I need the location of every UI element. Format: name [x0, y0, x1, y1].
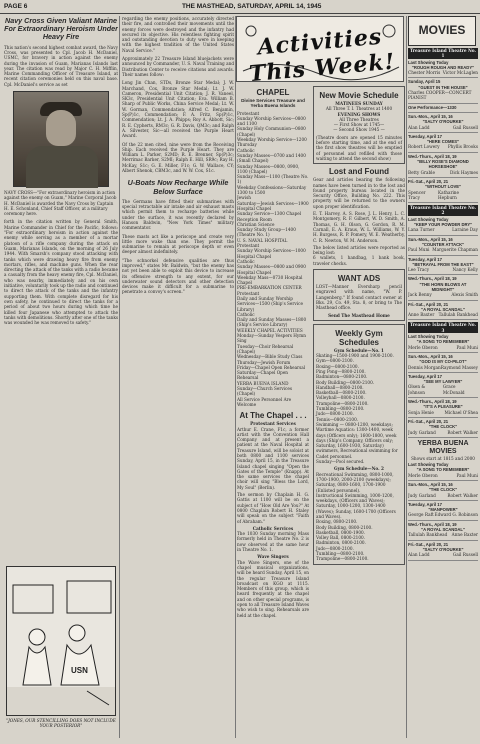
want-ad-text: LOST—Manner Eversharp pencil engraved with name, "W. P. Langenberg." If found contact owner at Bks. 29, Co. 49, Sta. 8, or bring to The Masthead office. [316, 284, 402, 311]
article-paragraph: Of the 22 men cited, nine were from the Receiving Ship. Each received the Purple Heart. They are William L. Parker, S2MD; R. E. Brenner, Sp(P)3c; Merrimac Barker, S2MI; Ralph E. Hill, SR9c; Ray H. McKay, S1c; G. E. Miller, F1c; G. W. Wallace, CY; Albert Shenok, CBM3c, and W. W. Cox, S1c. [122, 141, 234, 174]
movie-star: George Raft [408, 512, 434, 518]
movie-entry [408, 133, 478, 153]
movie-entry [408, 78, 478, 103]
schedule-item: Weekday Confessions—Saturday 1300 to 1500 [237, 184, 307, 196]
movie-star: Paul Muni [456, 344, 478, 350]
photo-body-shape [26, 146, 98, 188]
movie-star: Lana Turner [408, 227, 435, 233]
column-schedules [313, 86, 405, 738]
schedule-item: Tuesday—Choir Rehearsal (Chapel) [237, 343, 294, 354]
activities-title: Activities This Week! [247, 23, 397, 88]
movie-star: Alan Ladd [408, 124, 430, 130]
movie-star: Michael O'Shea [444, 409, 478, 415]
movie-star: Anne Baxter [451, 532, 478, 538]
schedule-item: Saturday—Jewish Services—1900 Hospital Chapel [237, 200, 309, 211]
movie-entry [408, 501, 478, 521]
movie-schedule-title: New Movie Schedule [319, 91, 399, 100]
movie-star: Alan Ladd [408, 552, 430, 558]
movie-star: Anne Baxter [408, 312, 435, 318]
theatre-heading: Treasure Island Theatre No. 3 [408, 322, 478, 333]
schedule-item: Sunday Study Group—1400 (Theatre No. 1) [237, 227, 296, 238]
gym-subtitle: Gym Schedule—No. 1 [334, 347, 384, 353]
schedule-item: Protestant [237, 290, 260, 296]
marine-photo [13, 91, 109, 187]
article-paragraph: 6 wallets, 1 handbag, 1 bank book, traveler checks. [313, 255, 405, 266]
schedule-item: Sunday Masses—0700 and 1400 (Small Chapel) [237, 152, 306, 164]
schedule-item: Tennis—0800-2100. [316, 416, 359, 422]
page-number: PAGE 6 [4, 3, 28, 10]
schedule-line: All Three T. I. Theatres at 1400 [325, 106, 393, 112]
movie-entry [408, 373, 478, 398]
article-paragraph: These masts act like a periscope and create very little more wake than one. They permit the submarine to remain at periscope depth or even deeper almost indefinitely. [122, 233, 234, 255]
movie-star: Merle Oberon [408, 472, 438, 478]
schedule-item: Body Building, 0800-2100. [316, 524, 373, 530]
article-paragraph: regarding the enemy positions, accurately directed their fire, and controlled their movements until the enemy forces were destroyed and the infantry had secured its objective. His relentless fighting spirit and outstanding devotion to duty were in keeping with the highest tradition of the United States Naval Service." [122, 16, 234, 53]
schedule-item: Basketball—0800-2100. [316, 390, 367, 396]
movie-date: Fri.-Sat., April 20, 21 [408, 541, 449, 547]
article-paragraph: E. T. Harvey, A. S. Rose, J. L. Henry, L. C. Montgomery, R. F. Gilbert, W. D. Smith, A. Thomas, G. H. Olson, G. Gordon, R. M. Carnall, E. A. Kraus, W. L. Williams, W. Y. H. Burgess, R. P. Pomery, W. E. Weatherby, C. R. Newton, W. M. Anderson. [313, 211, 405, 243]
schedule-item: Tumbling—0800-2100. [316, 406, 365, 412]
page-header [0, 0, 480, 14]
schedule-item: Body Building—0800-2100. [316, 379, 375, 385]
schedule-item: Sunday—Pool secured. [316, 459, 365, 465]
schedule-item: Protestant [237, 243, 260, 249]
movie-title: "BILLY ROSE'S DIAMOND HORSESHOE" [417, 159, 469, 170]
chapel-title: CHAPEL [256, 88, 290, 97]
article-paragraph: The sermon by Chaplain H. G. Gattis at 1100 will be on the subject of "How Old Are You?" At 0800 Chaplain Robert H. Staley will speak on the subject "Faith of Abraham." [237, 492, 309, 524]
movie-title: "THE HORN BLOWS AT MIDNIGHT" [419, 281, 467, 292]
movie-date: Sun.-Mon., April 15, 16 [408, 482, 453, 487]
schedule-item: Volley Ball, 0800-2100. [316, 535, 365, 541]
movie-title: "ROUGH ROUGH AND READY" [411, 64, 475, 70]
schedule-item: Sunday Worship Services—0800 and 1100 [237, 115, 306, 127]
schedule-item: Sunday Worship Services—1000 Hospital Chapel [237, 248, 306, 259]
movie-star: Sonja Henie [408, 409, 434, 415]
schedule-item: Wednesday—Bible Study Class [237, 354, 303, 360]
schedule-item: Weekday Worship Service—1200 Thursday [237, 137, 307, 148]
schedule-item: Catholic [237, 147, 255, 153]
movie-star: Marguerite Chapman [432, 247, 478, 253]
schedule-item: Daily and Sunday Worship Services—1500 (Ship's Service Library) [237, 295, 303, 312]
schedule-item: Trampoline—0800-2100. [316, 556, 369, 562]
movie-title: "HERE COMES" [426, 139, 460, 145]
movie-date: Last Showing Today [408, 462, 449, 468]
schedule-item: Thursday—Jewish Forum [237, 359, 291, 365]
gym-schedule-1 [316, 353, 402, 464]
theatre-heading: Treasure Island Theatre No. 1 [408, 48, 478, 59]
movie-entry [408, 333, 478, 353]
movies-logo: MOVIES [408, 16, 476, 46]
movie-title: "A SONG TO REMEMBER" [416, 339, 470, 345]
movie-star: Robert Walker [447, 429, 478, 435]
schedule-line: — Second Show 1945 — [333, 127, 385, 133]
movie-title: "SEE MY LAWYER" [423, 379, 463, 385]
schedule-item: Weekday Mass—0730 Hospital Chapel [237, 274, 303, 286]
schedule-item: Sunday—Church Services (Chapel) [237, 386, 292, 397]
schedule-note: (Theatre doors are opened 15 minutes before starting time, and at the end of the first show theatres will be emptied of personnel and refilled with those waiting to attend the second show) [316, 134, 402, 161]
movie-entry [408, 104, 478, 113]
article-paragraph: Long Jin Chan, STDs, Bronze Star Medal; J. W. Marchand, Cox, Bronze Star Medal; Lt. J. W. Cameron, Presidential Unit Citation; J. R. Vaneel, SK3c, Presidential Unit Citation; Eva. William B. Sharp of Public Works, China Service Medal; Lt. W. W. Gorman, Commendation; Alfred C. Benjamin, Sp(P)1c, Commendation; F. A. Fritz, Sp(P)1c, Commendation; Lt. J. A. Phipps; Roy A. Abbott, Sic; R. E. Cypherts, RM3c; G. R. Davis, QM3c; and Ralph A. Silvester, Sic—all received the Purple Heart Award. [122, 80, 234, 139]
movie-date: Sun.-Mon., April 15, 16 [408, 113, 453, 119]
movie-star: Grace McDonald [442, 384, 465, 395]
schedule-item: Sunday Masses—0800 and 0900 Hospital Chapel [237, 264, 306, 275]
yerba-buena-listings [408, 461, 478, 560]
schedule-line: MATINEES SUNDAY [335, 101, 383, 106]
chapel-schedule [237, 111, 309, 408]
photo-caption: NAVY CROSS—"For extraordinary heroism in action against the enemy on Guam," Marine Corporal Jacob H. McDaniel is awarded the Navy Cross by Captain H. E. Schonland, Chief Staff Officer, at a military ceremony here. [4, 189, 117, 217]
schedule-item: PRE-EMBARKATION CENTER [237, 285, 302, 291]
schedule-item: Sunday Mass—1100 (Theatre No. 1) [237, 174, 309, 185]
schedule-item: Protestant [237, 110, 260, 116]
gym-schedule-box [313, 324, 405, 565]
schedule-item: Recreational Swimming, 0800-1000, 1700-1900, 2000-2100 (weekdays); Saturday, 0800-1600, 1700-1900 (Enlisted personnel). [316, 471, 394, 493]
movie-star: Betty Grable [408, 169, 435, 175]
cartoon-drawing [7, 567, 116, 716]
movie-star: Jack Benny [408, 292, 432, 298]
schedule-item: Gym—0800-2100. [316, 358, 354, 364]
movie-star: Alexis Smith [451, 292, 478, 298]
movie-star: Olsen & Johnson [408, 384, 426, 395]
article-paragraph: The Wave Singers, one of the chapel musical organizations, will be heard Sunday, April 15, on the regular Treasure Island broadcast on KGO at 1115. Members of this group, which is heard frequently at the chapel and on other special programs, is open to all Treasure Island Waves who wish to sing. Rehearsals are held at the chapel. [237, 559, 309, 618]
movie-entry [408, 521, 478, 541]
movie-star: Raymond Massey [440, 364, 478, 370]
movie-title: "A SONG TO REMEMBER" [416, 467, 470, 473]
movie-date: Sun.-Mon., April 15, 16 [408, 236, 453, 242]
movie-title: "A ROYAL SCANDAL" [421, 527, 465, 533]
movie-entry [408, 275, 478, 300]
movie-title: "THE CLOCK" [428, 487, 458, 493]
movie-star: Robert Lowery [408, 144, 440, 150]
schedule-item: Volleyball—0800-2100. [316, 395, 365, 401]
movie-title: "IT'S A PLEASURE" [423, 404, 463, 410]
schedule-item: Trampoline—0800-2100. [316, 400, 369, 406]
movie-date: Tuesday, April 17 [408, 373, 442, 379]
schedule-item: All Service Personnel Are Welcome [237, 396, 292, 407]
movie-star: Katharine Hepburn [437, 189, 459, 200]
movie-entry [408, 481, 478, 501]
schedule-item: Friday—Chapel Open Rehearsal [237, 364, 306, 370]
movie-star: Lee Tracy [408, 267, 430, 273]
movie-date: Last Showing Today [408, 334, 449, 340]
article-paragraph: The below listed articles were reported as being lost: [313, 244, 405, 256]
schedule-item: Handball—0800-2100. [316, 384, 364, 390]
article-paragraph: Arthur E. Crane, F1c, a former artist with the Convention Hall Company and at present a patient at the Naval Hospital at Treasure Island, will be soloist at both 0800 and 1100 services Sunday, April 15, in the Treasure Island chapel singing "Open the Gates of the Temple" (Knapp). At the same services the chapel choir will sing "Bless the Lord, My Soul" (Berlin). [237, 426, 309, 490]
schedule-item: Instructional Swimming, 1000-1200, weekdays, (Officers and Waves); Saturday, 1000-1200, 1300-1400 (Waves); Sunday, 1600-1700 (Officers and Waves). [316, 492, 396, 519]
schedule-item: Ping Pong—0800-2100. [316, 368, 366, 374]
movie-entry [408, 398, 478, 418]
schedule-line: All Three Theatres [339, 116, 379, 122]
movie-title: "MANPOWER" [428, 507, 458, 513]
schedule-item: Skating—1500-1900 and 1900-2100. [316, 353, 394, 359]
movie-star: Phyllis Brooks [447, 144, 478, 150]
movie-date: Sunday, April 15 [408, 79, 441, 85]
cartoon-illustration [6, 566, 116, 716]
article-paragraph: The Germans have fitted their submarines with special retractable air intake and air exhaust masts which permit them to recharge batteries while under the surface, it was recently declared by Hanson Baldwin, "New York Times" military commentator. [122, 198, 234, 231]
schedule-item: Swimming — 0800-1200, weekdays; Wartime Aquatics: 1300-1400, week days (Officers only); 1600-1800, week days (Ship's Company, Officers only; Saturday, 1600-1930, Saturday) swimmers, Recreational swimming for Cadet personnel. [316, 421, 398, 459]
schedule-item: Christian Science [237, 221, 275, 227]
section-label: Catholic Services [252, 525, 294, 531]
movie-title: "SALTY O'ROURKE" [422, 119, 464, 125]
movie-date: One Performance—1330 [408, 104, 457, 110]
movie-star: Merle Oberon [408, 344, 438, 350]
gym-title: Weekly Gym Schedules [335, 328, 383, 347]
schedule-item: Judo—0800-2100. [316, 411, 354, 417]
movie-schedule-box [313, 86, 405, 164]
movie-entry [408, 301, 478, 321]
movie-title: "WITHOUT LOVE" [424, 184, 462, 190]
want-ads-title: WANT ADS [337, 274, 381, 284]
movie-star: Chester Morris [408, 70, 441, 76]
schedule-line: — First Show at 1745— [333, 122, 385, 128]
theatre-heading: Treasure Island Theatre No. 2 [408, 205, 478, 216]
movie-star: Charles COOPER—CONCERT PIANIST [408, 90, 472, 101]
yerba-buena-showtimes: Shows start at 1815 and 2000 [411, 455, 475, 461]
movie-star: Dennis Morgan [408, 364, 441, 370]
masthead-date: THE MASTHEAD, SATURDAY, APRIL 14, 1945 [181, 3, 322, 10]
column-rule [119, 16, 120, 738]
movie-date: Tuesday, April 17 [408, 133, 442, 139]
schedule-item: Judo—0800-2100. [316, 545, 354, 551]
movie-date: Fri.-Sat., April 20, 21 [408, 418, 449, 424]
article-paragraph: The 1030 Sunday morning Mass formerly held in Theatre No. 2 is now observed at the same hour in Theatre No. 1. [237, 531, 309, 553]
movie-star: Edward G. Robinson [434, 512, 478, 518]
movie-star: Laraine Day [452, 227, 478, 233]
column-rule [235, 16, 236, 738]
movie-date: Fri.-Sat., April 20, 21 [408, 178, 449, 184]
column-chapel [237, 86, 309, 738]
movie-title: "A ROYAL SCANDAL" [421, 306, 465, 312]
movie-entry [408, 178, 478, 203]
movie-date: Fri.-Sat., April 20, 21 [408, 301, 449, 307]
movie-star: Robert Walker [447, 492, 478, 498]
article-paragraph: Gear and articles bearing the following names have been turned in to the lost and found property bureau located in the Security Office, Building No. 222. This property will be returned to the owners upon proper identification. [313, 177, 405, 209]
schedule-item: Badminton—0800-2100. [316, 374, 368, 380]
movie-date: Wed.-Thurs., April 18, 19 [408, 521, 457, 527]
schedule-item: Sunday Service—1300 Chapel Reception Room [237, 211, 302, 222]
movie-entry [408, 59, 478, 79]
schedule-item: Badminton, 0800-2100. [316, 540, 366, 546]
movie-title: "GUEST IN THE HOUSE" [418, 84, 468, 90]
schedule-line: EVENING SHOWS [337, 111, 381, 117]
movie-title: "SALTY O'ROURKE" [422, 546, 464, 552]
schedule-item: Monday—Sunday Vespers Hymn Sing [237, 333, 306, 344]
cartoon-caption: "JONES, OUR STENCILLING DOES NOT INCLUDE YOUR POSTERIOR" [6, 718, 116, 728]
movie-star: Tallulah Bankhead [408, 532, 448, 538]
schedule-item: Saturday—Chapel Open Rehearsal [237, 370, 288, 381]
theatre-1-listings [408, 59, 478, 204]
schedule-item: YERBA BUENA ISLAND [237, 380, 289, 386]
schedule-item: U. S. NAVAL HOSPITAL [237, 237, 288, 243]
column-movies [408, 16, 478, 740]
movie-star: Gail Russell [452, 124, 478, 130]
gym-subtitle: Gym Schedule—No. 2 [334, 466, 384, 472]
yerba-buena-heading: YERBA BUENA MOVIES [417, 439, 469, 455]
schedule-item: WEEKLY CHAPEL ACTIVITIES [237, 327, 303, 333]
movie-entry [408, 236, 478, 256]
schedule-item: Basketball, 0800-1900. [316, 529, 365, 535]
movie-star: Paul Muni [408, 247, 430, 253]
headline-navy-cross: Navy Cross Given Valiant Marine For Extraordinary Heroism Under Heavy Fire [4, 16, 118, 42]
schedule-item: Jewish [237, 195, 251, 201]
schedule-item: Tumbling—0800-2100. [316, 551, 365, 557]
movie-star: Judy Garland [408, 429, 436, 435]
schedule-item: Boxing, 0800-2100. [316, 519, 358, 525]
chapel-subtitle: Divine Services Treasure and Yerba Buena Islands [241, 98, 305, 109]
movie-entry [408, 216, 478, 236]
movie-date: Wed.-Thurs., April 18, 19 [408, 399, 457, 405]
movie-title: "GOD IS MY CO-PILOT" [419, 359, 467, 365]
movie-date: Wed.-Thurs., April 18, 19 [408, 276, 457, 282]
schedule-item: Catholic [237, 311, 255, 317]
movie-title: "KEEP YOUR POWDER DRY" [413, 222, 473, 228]
movie-date: Tuesday, April 17 [408, 501, 442, 507]
activities-banner [236, 16, 404, 88]
article-paragraph: This nation's second highest combat award, the Navy Cross, was presented to Cpl. Jacob H. McDaniel, USMC, for bravery in action against the enemy during the invasion of Guam, Marianas Islands last year. The citation was read by Major C. H. Mifflin, Marine Commanding Officer of Treasure Island, at recent citation ceremonies held on this naval base. Cpl. McDaniel's service as set [4, 44, 118, 87]
section-label: Wave Singers [257, 554, 289, 560]
movie-date: Last Showing Today [408, 59, 449, 65]
movie-entry [408, 541, 478, 561]
movie-star: Spencer Tracy [408, 189, 426, 200]
movie-star: Victor McLaglen [442, 70, 478, 76]
movie-date: Tuesday, April 17 [408, 256, 442, 262]
schedule-item: Daily and Sunday Masses—1800 (Ship's Service Library) [237, 317, 307, 328]
want-ads-box [313, 269, 405, 321]
movie-date: Sun.-Mon., April 15, 16 [408, 353, 453, 359]
column-citations [122, 16, 234, 740]
movie-title: "BETRAYAL FROM THE EAST" [412, 261, 474, 267]
movie-entry [408, 256, 478, 276]
lost-found-title: Lost and Found [329, 167, 389, 177]
schedule-item: Sunday Masses—0800, 0900, 1100 (Chapel) [237, 163, 300, 174]
at-the-chapel-title: At The Chapel . . . [239, 411, 307, 421]
movie-star: Gail Russell [452, 552, 478, 558]
theatre-2-listings [408, 216, 478, 321]
movie-entry [408, 353, 478, 373]
send-masthead-home: Send The Masthead Home [328, 312, 390, 318]
section-label: Protestant Services [250, 421, 296, 427]
movie-entry [408, 153, 478, 178]
movie-star: Judy Garland [408, 492, 436, 498]
movie-title: "COUNTER ATTACK" [421, 241, 465, 247]
movie-entry [408, 461, 478, 481]
movie-star: Nancy Kelly [452, 267, 478, 273]
svg-text:USN: USN [71, 666, 88, 675]
movie-entry [408, 418, 478, 438]
article-paragraph: "The schnorkel defensive qualities are thus improved," states Mr. Baldwin, "but the enemy has not yet been able to exploit this device to increase its offensive strength to any extent, for our underwater sound detectors and other detection devices make it difficult for a submarine to penetrate a convoy's screen." [122, 257, 234, 295]
gym-schedule-2 [316, 472, 402, 562]
movie-date: Wed.-Thurs., April 18, 19 [408, 153, 457, 159]
movie-entry [408, 113, 478, 133]
movie-star: Dick Haymes [449, 169, 478, 175]
column-rule [406, 16, 407, 738]
schedule-item: Catholic [237, 258, 255, 264]
headline-u-boats: U-Boats Now Recharge While Below Surface [127, 178, 229, 196]
schedule-item: Boxing—0800-2100. [316, 363, 359, 369]
movie-star: Tallulah Bankhead [438, 312, 478, 318]
movie-star: Paul Muni [456, 472, 478, 478]
article-paragraph: forth in the citation written by General Smith, Marine Commander in Chief for the Pacific, follows: "For extraordinary heroism in action against the enemy while serving as a member of a mortar platoon of a rifle company during the attack on Guam, Marianas Islands, on the morning of 26 July 1944. With Smarsh's company stood attacking with tanks which were drawing heavy fire from enemy mortars, rifles, and machine guns. When the rear directing the attack of the tanks with a radio became a casualty from the heavy enemy fire, Cpl. McDaniel, who was nearby, immediately and on his own initiative, voluntarily took up the radio and continued to direct the attack of the tanks and the infantry supporting them. With complete disregard for his own safety, he continued to direct the tanks for a period of about two hours during which time he killed four Japanese who attempted to attack the tanks with demolitions. Shortly after one of the tanks was wounded he was removed to safety." [4, 219, 118, 326]
movie-date: Last Showing Today [408, 216, 449, 222]
article-paragraph: Approximately 22 Treasure Island bluejackets were announced by Commander, U. S. Naval Training and Distribution Center to receive citations and awards. Their names follow: [122, 56, 234, 77]
theatre-3-listings [408, 333, 478, 438]
photo-face-shape [46, 110, 76, 146]
movie-title: "THE CLOCK" [428, 424, 458, 430]
schedule-item: Sunday Holy Communion—0800 (Chapel) [237, 126, 306, 137]
